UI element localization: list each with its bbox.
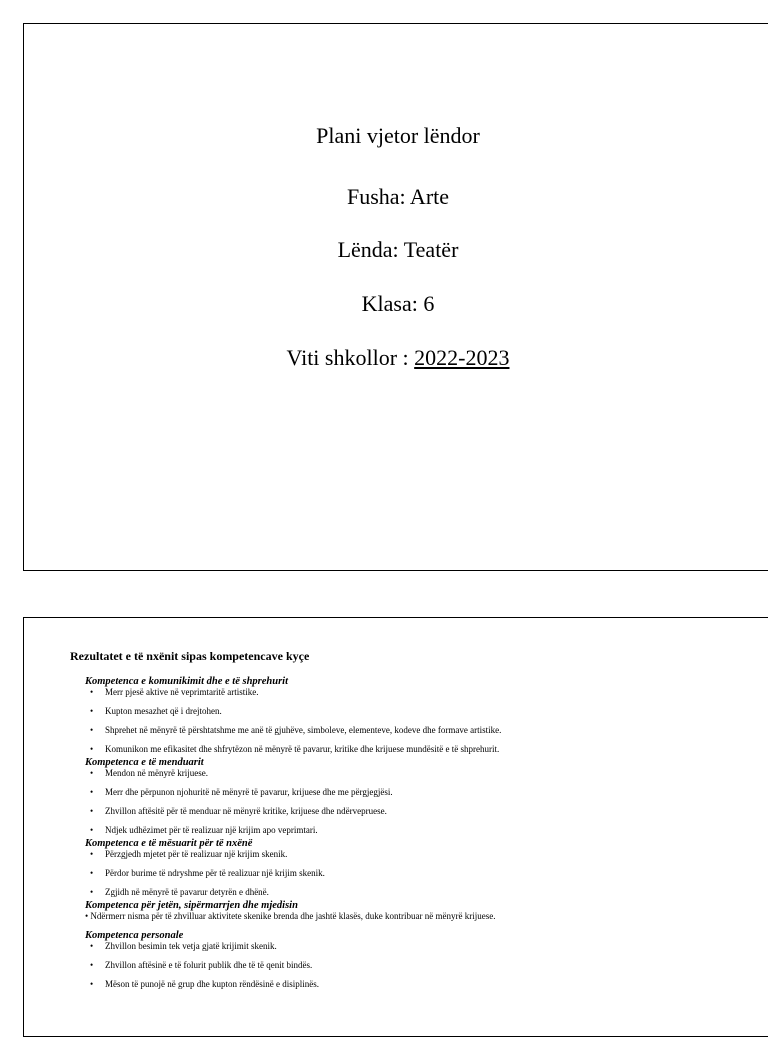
grade-label: Klasa: 6	[361, 291, 435, 316]
outcome-list	[85, 687, 752, 754]
list-item: • Mendon në mënyrë krijuese.	[90, 768, 208, 778]
section-heading: Kompetenca personale	[85, 930, 184, 941]
list-item: • Përdor burime të ndryshme për të realizuar një krijim skenik.	[90, 868, 325, 878]
list-item: • Përzgjedh mjetet për të realizuar një krijim skenik.	[90, 849, 288, 859]
list-item: • Komunikon me efikasitet dhe shfrytëzon në mënyrë të pavarur, kritike dhe krijuese mundësitë e të shprehurit.	[90, 744, 500, 754]
outcomes-content	[70, 650, 752, 992]
list-item: • Merr dhe përpunon njohuritë në mënyrë të pavarur, krijuese dhe me përgjegjësi.	[90, 787, 393, 797]
list-item: • Ndërmerr nisma për të zhvilluar aktivitete skenike brenda dhe jashtë klasës, duke kontribuar në mënyrë krijuese.	[85, 911, 496, 921]
cover-page	[23, 23, 768, 571]
section-heading: Kompetenca e të menduarit	[85, 757, 204, 768]
list-item: • Zgjidh në mënyrë të pavarur detyrën e dhënë.	[90, 887, 269, 897]
plan-title: Plani vjetor lëndor	[316, 123, 480, 148]
list-item: • Ndjek udhëzimet për të realizuar një krijim apo veprimtari.	[90, 825, 318, 835]
outcome-list	[85, 849, 752, 897]
list-item: • Mëson të punojë në grup dhe kupton rëndësinë e disiplinës.	[90, 979, 319, 989]
subject-label: Lënda: Teatër	[337, 237, 459, 262]
section-heading: Kompetenca e komunikimit dhe e të shprehurit	[85, 676, 289, 687]
section-heading: Kompetenca e të mësuarit për të nxënë	[85, 838, 253, 849]
list-item: • Merr pjesë aktive në veprimtaritë artistike.	[90, 687, 259, 697]
outcomes-page	[23, 617, 768, 1037]
list-item: • Zhvillon aftësitë për të menduar në mënyrë kritike, krijuese dhe ndërvepruese.	[90, 806, 387, 816]
school-year	[24, 347, 768, 369]
field-label: Fusha: Arte	[346, 184, 450, 209]
list-item: • Kupton mesazhet që i drejtohen.	[90, 706, 222, 716]
outcome-list	[85, 768, 752, 835]
competence-section	[85, 676, 752, 989]
section-heading: Kompetenca për jetën, sipërmarrjen dhe mjedisin	[85, 900, 298, 911]
list-item: • Zhvillon besimin tek vetja gjatë krijimit skenik.	[90, 941, 277, 951]
outcome-list	[85, 941, 752, 989]
list-item: • Zhvillon aftësinë e të folurit publik dhe të të qenit bindës.	[90, 960, 313, 970]
list-item: • Shprehet në mënyrë të përshtatshme me anë të gjuhëve, simboleve, elementeve, kodeve dhe formave artistike.	[90, 725, 502, 735]
school-year-label: Viti shkollor :	[286, 345, 415, 370]
school-year-value: 2022-2023	[414, 345, 510, 370]
outcomes-heading: Rezultatet e të nxënit sipas kompetencave kyçe	[70, 649, 310, 663]
